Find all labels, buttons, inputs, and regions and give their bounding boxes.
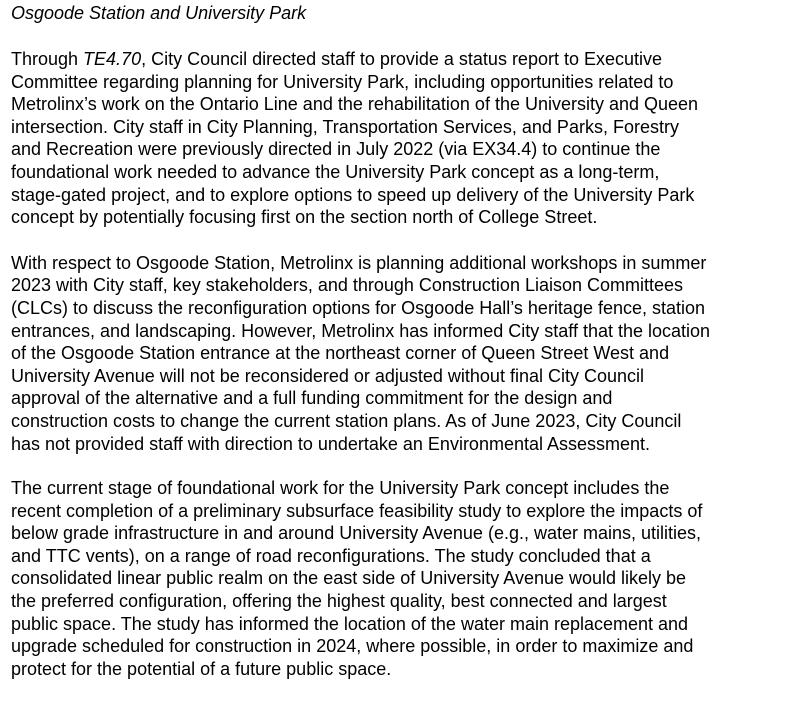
- council-item-reference: TE4.70: [83, 49, 142, 69]
- paragraph-osgoode-station: [11, 252, 795, 455]
- paragraph-line: has not provided staff with direction to undertake an Environmental Assessment.: [11, 433, 651, 454]
- paragraph-line: foundational work needed to advance the University Park concept as a long-term,: [11, 161, 660, 182]
- paragraph-line: public space. The study has informed the location of the water main replacement and: [11, 613, 689, 634]
- paragraph-foundational-work: [11, 477, 795, 680]
- paragraph-line: The current stage of foundational work for the University Park concept includes the: [11, 478, 670, 499]
- paragraph-line: approval of the alternative and a full funding commitment for the design and: [11, 388, 613, 409]
- paragraph-line: below grade infrastructure in and around University Avenue (e.g., water mains, utilities,: [11, 523, 702, 544]
- paragraph-line: Committee regarding planning for University Park, including opportunities related to: [11, 71, 674, 92]
- paragraph-line: construction costs to change the current station plans. As of June 2023, City Council: [11, 410, 682, 431]
- paragraph-line: With respect to Osgoode Station, Metrolinx is planning additional workshops in summer: [11, 252, 707, 273]
- paragraph-line: upgrade scheduled for construction in 2024, where possible, in order to maximize and: [11, 636, 694, 657]
- paragraph-university-park-status: [11, 48, 795, 229]
- section-heading: Osgoode Station and University Park: [11, 3, 307, 23]
- line-text-pre: Through: [11, 49, 84, 69]
- paragraph-line: consolidated linear public realm on the east side of University Avenue would likely be: [11, 568, 687, 589]
- paragraph-line: and TTC vents), on a range of road reconfigurations. The study concluded that a: [11, 545, 651, 566]
- paragraph-line: of the Osgoode Station entrance at the northeast corner of Queen Street West and: [11, 343, 670, 364]
- paragraph-line: stage-gated project, and to explore options to speed up delivery of the University Park: [11, 184, 695, 205]
- paragraph-line: concept by potentially focusing first on the section north of College Street.: [11, 207, 598, 228]
- paragraph-line: protect for the potential of a future public space.: [11, 658, 392, 679]
- paragraph-line: entrances, and landscaping. However, Metrolinx has informed City staff that the location: [11, 320, 711, 341]
- paragraph-line: Metrolinx’s work on the Ontario Line and the rehabilitation of the University and Queen: [11, 94, 699, 115]
- document-page: [11, 0, 795, 680]
- line-text-post: , City Council directed staff to provide a status report to Executive: [141, 49, 663, 69]
- paragraph-line: (CLCs) to discuss the reconfiguration options for Osgoode Hall’s heritage fence, station: [11, 297, 706, 318]
- paragraph-line: 2023 with City staff, key stakeholders, and through Construction Liaison Committees: [11, 275, 684, 296]
- paragraph-line: University Avenue will not be reconsidered or adjusted without final City Council: [11, 365, 644, 386]
- paragraph-line: and Recreation were previously directed in July 2022 (via EX34.4) to continue the: [11, 139, 661, 160]
- paragraph-line: intersection. City staff in City Planning, Transportation Services, and Parks, Forestry: [11, 116, 679, 137]
- paragraph-line: the preferred configuration, offering the highest quality, best connected and largest: [11, 591, 667, 612]
- paragraph-line: recent completion of a preliminary subsurface feasibility study to explore the impacts of: [11, 500, 703, 521]
- paragraph-line: [11, 48, 795, 71]
